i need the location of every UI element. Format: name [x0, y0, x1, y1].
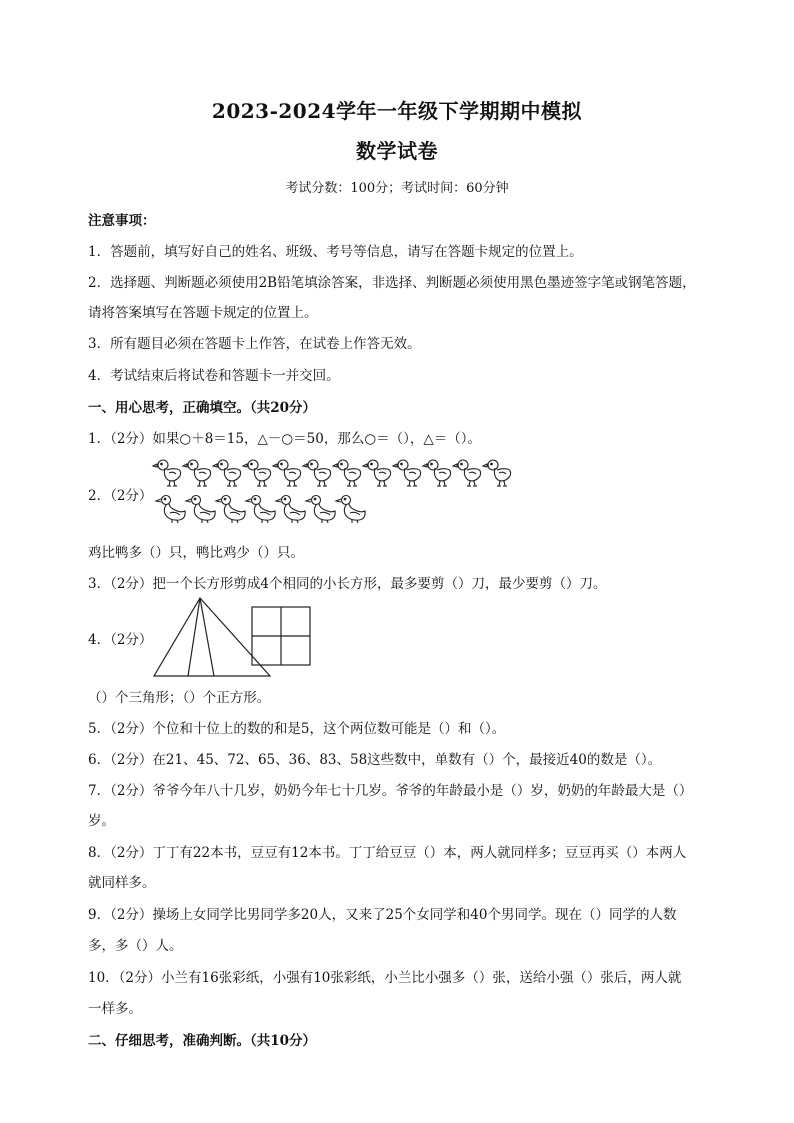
question-7: 7．（2分）爷爷今年八十几岁，奶奶今年七十几岁。爷爷的年龄最小是（）岁，奶奶的年龄最大是（）	[88, 783, 693, 799]
section-1-heading: 一、用心思考，正确填空。（共20分）	[88, 400, 317, 416]
question-3: 3．（2分）把一个长方形剪成4个相同的小长方形，最多要剪（）刀，最少要剪（）刀。	[88, 576, 607, 592]
note-2: 2．选择题、判断题必须使用2B铅笔填涂答案，非选择、判断题必须使用黑色墨迹签字笔或钢笔答题，	[88, 275, 696, 291]
duck-icon	[186, 496, 215, 524]
question-10-cont: 一样多。	[88, 1001, 142, 1017]
chick-icon	[303, 460, 331, 486]
chicks-and-ducks-figure	[155, 458, 525, 526]
question-8-cont: 就同样多。	[88, 875, 156, 891]
question-4-label: 4．（2分）	[88, 632, 153, 648]
note-1: 1．答题前，填写好自己的姓名、班级、考号等信息，请写在答题卡规定的位置上。	[88, 244, 583, 260]
duck-icon	[276, 496, 305, 524]
question-2-label: 2．（2分）	[88, 488, 153, 504]
note-4: 4．考试结束后将试卷和答题卡一并交回。	[88, 368, 340, 384]
chick-icon	[153, 460, 181, 486]
chick-icon	[453, 460, 481, 486]
question-5: 5．（2分）个位和十位上的数的和是5，这个两位数可能是（）和（）。	[88, 721, 506, 737]
duck-icon	[336, 496, 365, 524]
chick-icon	[363, 460, 391, 486]
chick-icon	[393, 460, 421, 486]
duck-icon	[156, 496, 185, 524]
section-2-heading: 二、仔细思考，准确判断。（共10分）	[88, 1033, 317, 1049]
duck-icon	[246, 496, 275, 524]
question-2-text: 鸡比鸭多（）只，鸭比鸡少（）只。	[88, 545, 304, 561]
question-8: 8．（2分）丁丁有22本书，豆豆有12本书。丁丁给豆豆（）本，两人就同样多；豆豆再买（）本两人	[88, 845, 687, 861]
duck-icon	[216, 496, 245, 524]
question-4-text: （）个三角形；（）个正方形。	[88, 690, 271, 706]
chick-icon	[213, 460, 241, 486]
question-10: 10．（2分）小兰有16张彩纸，小强有10张彩纸，小兰比小强多（）张，送给小强（）张后，两人就	[88, 970, 682, 986]
exam-title: 2023-2024学年一年级下学期期中模拟	[211, 99, 583, 123]
question-7-cont: 岁。	[88, 813, 115, 829]
exam-subtitle: 数学试卷	[356, 139, 438, 163]
note-2-cont: 请将答案填写在答题卡规定的位置上。	[88, 305, 318, 321]
chick-icon	[273, 460, 301, 486]
note-3: 3．所有题目必须在答题卡上作答，在试卷上作答无效。	[88, 336, 421, 352]
chick-icon	[243, 460, 271, 486]
question-9-cont: 多，多（）人。	[88, 938, 183, 954]
notes-heading: 注意事项：	[88, 213, 156, 229]
square-grid-figure	[251, 606, 311, 666]
question-9: 9．（2分）操场上女同学比男同学多20人，又来了25个女同学和40个男同学。现在（）同学的人数	[88, 907, 677, 923]
chick-icon	[333, 460, 361, 486]
question-1: 1．（2分）如果○＋8＝15，△－○＝50，那么○＝（），△＝（）。	[88, 431, 481, 447]
chick-icon	[423, 460, 451, 486]
chick-icon	[483, 460, 511, 486]
duck-icon	[306, 496, 335, 524]
question-6: 6．（2分）在21、45、72、65、36、83、58这些数中，单数有（）个，最接近40的数是（）。	[88, 752, 662, 768]
exam-info: 考试分数：100分；考试时间：60分钟	[285, 181, 509, 196]
chick-icon	[183, 460, 211, 486]
